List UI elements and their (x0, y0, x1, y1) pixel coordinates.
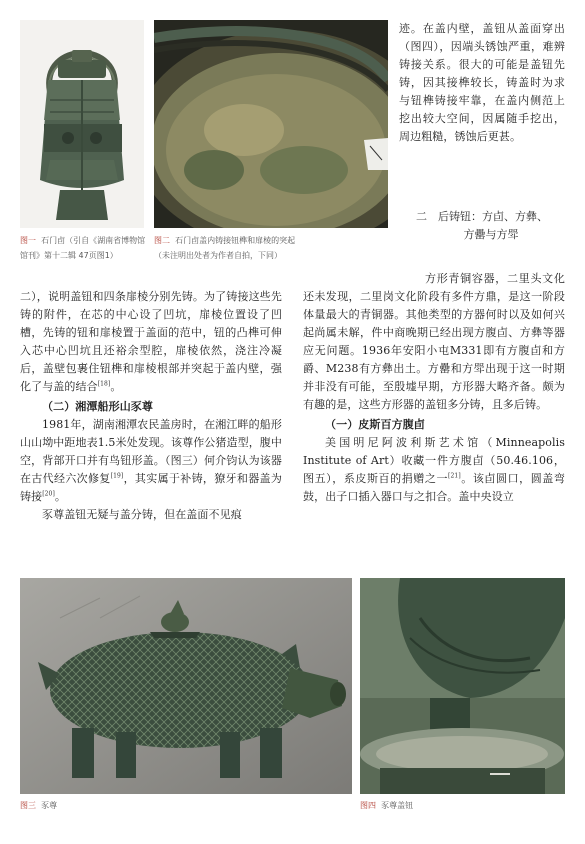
lid-interior-photo (154, 20, 388, 228)
figure-2-image (154, 20, 388, 228)
ref-18: [18] (97, 380, 111, 388)
figure-1-title: 石门卣 (41, 236, 66, 245)
right-column-text (303, 270, 565, 506)
section-two-heading-line1: 二 后铸钮：方卣、方彝、 (416, 210, 548, 223)
you-vessel-photo (20, 20, 144, 228)
figure-2-title: 石门卣盖内铸接钮榫和扉棱的突起 (175, 236, 296, 245)
subheading-xiangtan-zun: （二）湘潭船形山豕尊 (42, 400, 153, 413)
subheading-pillsbury-you: （一）皮斯百方腹卣 (325, 418, 425, 431)
left-column-text (20, 288, 282, 524)
figure-2-note: （未注明出处者为作者自拍，下同） (154, 251, 282, 260)
section-two-heading (399, 208, 565, 244)
ref-19: [19] (110, 472, 124, 480)
ref-20: [20] (42, 490, 55, 498)
pig-zun-photo (20, 578, 352, 794)
section-two-heading-line2: 方罍与方斝 (463, 228, 519, 241)
right-paragraph-2: 美国明尼阿波利斯艺术馆（Minneapolis Institute of Art）收藏一件方腹卣（50.46.106，图五），系皮斯百的捐赠之一[21]。该卣圆口，圆盖弯鼓，出子口插入器口与之扣合。盖中央设立 (303, 436, 565, 503)
right-top-paragraph (399, 20, 565, 146)
figure-3-caption (20, 798, 220, 813)
figure-4-image (360, 578, 565, 794)
ref-21: [21] (448, 472, 461, 480)
right-top-text: 迹。在盖内壁，盖钮从盖面穿出（图四），因端头锈蚀严重，难辨铸接关系。很大的可能是盖钮先铸，因其接榫较长，铸盖时为求与钮榫铸接牢靠，在盖内侧范上挖出较大空间，因属随手挖出，周边粗糙，锈蚀后更甚。 (399, 22, 565, 143)
figure-1-caption (20, 233, 150, 263)
figure-4-title: 豕尊盖钮 (381, 801, 414, 810)
left-paragraph-1: 二），说明盖钮和四条扉棱分别先铸。为了铸接这些先铸的附件，在芯的中心设了凹坑，扉棱位置设了凹槽，先铸的钮和扉棱置于盖面的范中，钮的凸榫可伸入芯中心凹坑且还裕余型腔，扉棱依然，浇注冷凝后，盖壁包裹住钮榫和扉棱根部并突起于盖内壁，强化了与盖的结合[18]。 (20, 290, 282, 393)
left-paragraph-3: 豕尊盖钮无疑与盖分铸，但在盖面不见痕 (42, 508, 242, 521)
left-paragraph-2: 1981年，湖南湘潭农民盖房时，在湘江畔的船形山山坳中距地表1.5米处发现。该尊作公猪造型，腹中空，背部开口并有鸟钮形盖。（图三）何介钧认为该器在古代经六次修复[19]，其实属于补铸，獠牙和器盖为铸接[20]。 (20, 418, 282, 503)
figure-4-label: 图四 (360, 801, 376, 810)
figure-2-label: 图二 (154, 236, 170, 245)
figure-3-label: 图三 (20, 801, 36, 810)
figure-1-image (20, 20, 144, 228)
figure-3-title: 豕尊 (41, 801, 58, 810)
figure-4-caption (360, 798, 560, 813)
figure-1-source: （引自《湖南省博物馆馆刊》第十二辑 47页图1） (20, 236, 146, 260)
lid-knob-photo (360, 578, 565, 794)
figure-1-label: 图一 (20, 236, 36, 245)
figure-3-image (20, 578, 352, 794)
figure-2-caption (154, 233, 374, 263)
right-paragraph-1: 方形青铜容器，二里头文化还未发现，二里岗文化阶段有多件方鼎，是这一阶段体量最大的青铜器。其他类型的方器何时以及如何兴起尚属未解，件中商晚期已经出现方腹卣、方彝等器应无问题。1936年安阳小屯M331即有方腹卣和方爵、M238有方彝出土。方罍和方斝出现于这一时期并非没有可能，至殷墟早期，方形器大略齐备。颇为有趣的是，这些方形器的盖钮多分铸，且多后铸。 (303, 272, 565, 411)
